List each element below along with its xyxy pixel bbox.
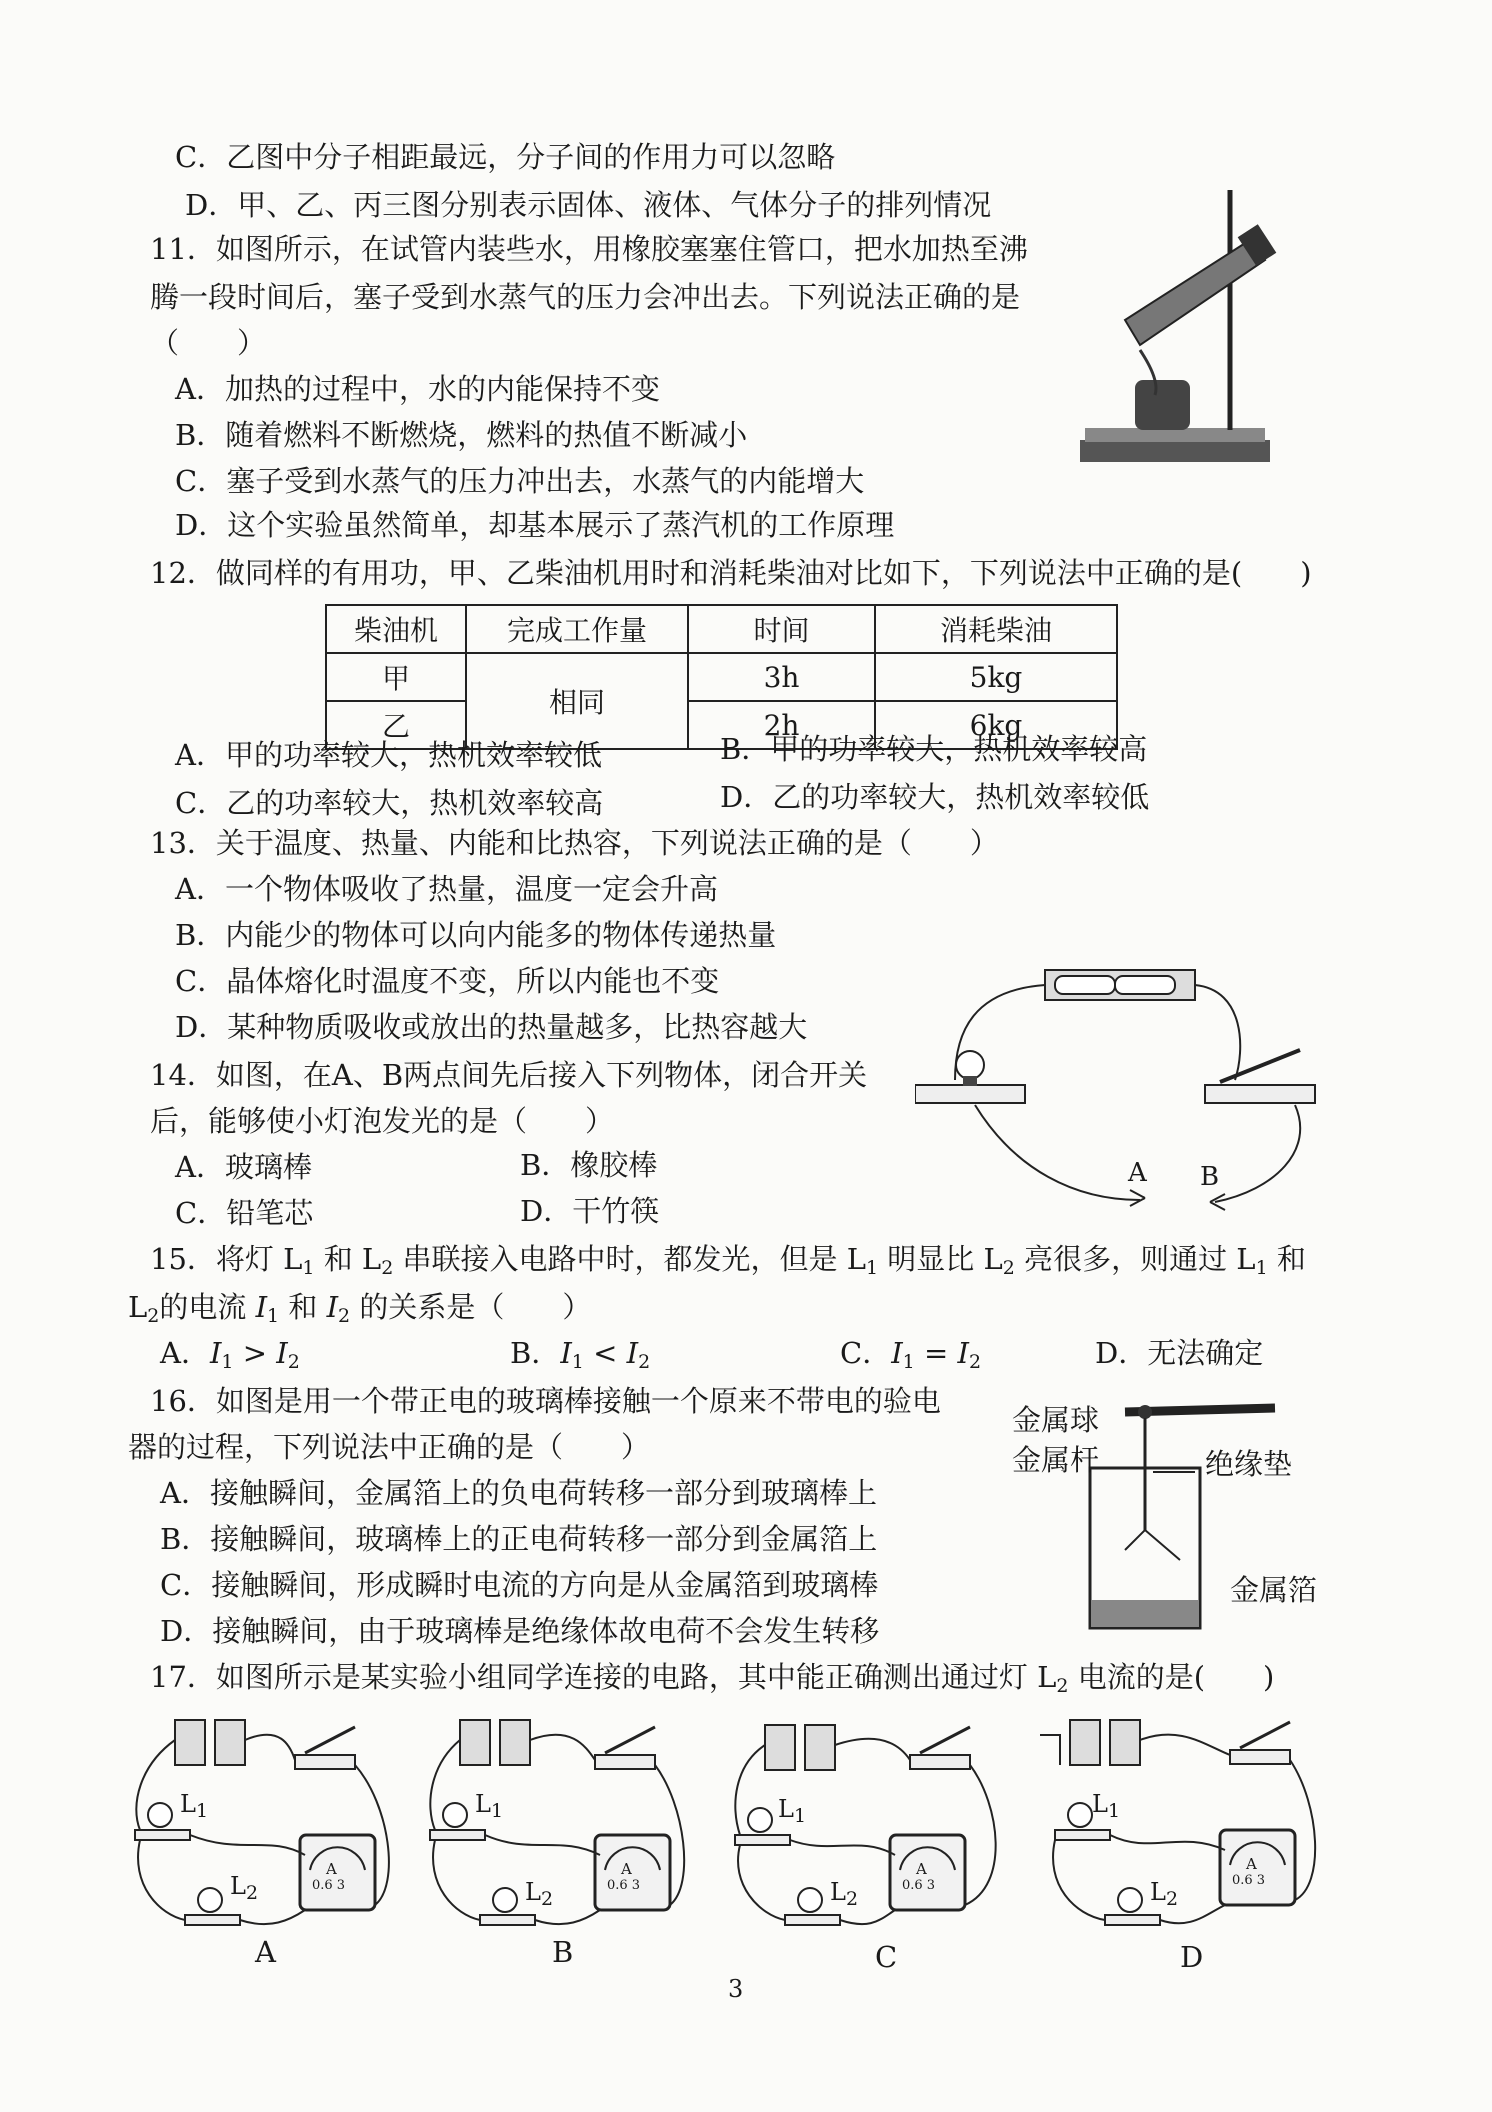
metal-rod-label: 金属杆 [1012,1443,1100,1477]
q15-option-d: D．无法确定 [1095,1336,1264,1370]
q14-option-a: A．玻璃棒 [175,1150,312,1184]
q14-option-d: D．干竹筷 [520,1194,660,1228]
q14-point-b-label: B [1200,1162,1220,1192]
q14-stem-line1: 14．如图，在A、B两点间先后接入下列物体，闭合开关 [150,1058,868,1092]
q14-option-b: B．橡胶棒 [520,1148,658,1182]
q17-circuit-option-d [1030,1705,1330,1935]
table-header: 完成工作量 [466,605,688,653]
ammeter-terminals: 0.6 3 [902,1878,936,1893]
q14-circuit-figure [915,950,1335,1220]
q12-stem: 12．做同样的有用功，甲、乙柴油机用时和消耗柴油对比如下，下列说法中正确的是( ) [150,556,1312,590]
q17-circuit-option-a [120,1705,410,1935]
q12-option-b: B．甲的功率较大，热机效率较高 [720,732,1148,766]
table-cell: 相同 [466,653,688,749]
figure-caption-d: D [1180,1940,1204,1974]
lamp-l2-label: $L_2$ [230,1872,259,1904]
table-cell: 2h [688,701,875,749]
ammeter-terminals: 0.6 3 [1232,1873,1266,1888]
q11-stem-line2: 腾一段时间后，塞子受到水蒸气的压力会冲出去。下列说法正确的是 [150,280,1021,314]
q11-option-a: A．加热的过程中，水的内能保持不变 [175,372,660,406]
q17-circuit-option-c [720,1705,1020,1935]
q14-stem-line2: 后，能够使小灯泡发光的是（ ） [150,1104,615,1138]
lamp-l2-label: $L_2$ [1150,1878,1179,1910]
table-cell: 乙 [326,701,466,749]
q16-stem-line1: 16．如图是用一个带正电的玻璃棒接触一个原来不带电的验电 [150,1384,941,1418]
ammeter-label: A [326,1860,337,1878]
q15-stem-line1: 15．将灯 $L_1$ 和 $L_2$ 串联接入电路中时，都发光，但是 $L_1$ 明显比 $L_2$ 亮很多，则通过 $L_1$ 和 [150,1242,1306,1279]
q16-option-b: B．接触瞬间，玻璃棒上的正电荷转移一部分到金属箔上 [160,1522,878,1556]
table-header: 柴油机 [326,605,466,653]
q15-option-c: C．$I_1 = I_2$ [840,1336,982,1373]
q10-option-c: C．乙图中分子相距最远，分子间的作用力可以忽略 [175,140,836,174]
table-cell: 6kg [875,701,1117,749]
q14-point-a-label: A [1128,1158,1147,1188]
table-cell: 3h [688,653,875,701]
q12-option-c: C．乙的功率较大，热机效率较高 [175,786,604,820]
insulating-pad-label: 绝缘垫 [1205,1447,1293,1481]
q14-option-c: C．铅笔芯 [175,1196,314,1230]
q16-stem-line2: 器的过程，下列说法中正确的是（ ） [128,1430,651,1464]
q12-option-a: A．甲的功率较大，热机效率较低 [175,738,602,772]
table-cell: 5kg [875,653,1117,701]
q13-option-d: D．某种物质吸收或放出的热量越多，比热容越大 [175,1010,808,1044]
q16-option-d: D．接触瞬间，由于玻璃棒是绝缘体故电荷不会发生转移 [160,1614,880,1648]
metal-ball-label: 金属球 [1012,1403,1100,1437]
ammeter-label: A [916,1860,927,1878]
q13-option-a: A．一个物体吸收了热量，温度一定会升高 [175,872,718,906]
ammeter-terminals: 0.6 3 [607,1878,641,1893]
q13-option-b: B．内能少的物体可以向内能多的物体传递热量 [175,918,777,952]
q15-option-a: A．$I_1 > I_2$ [160,1336,300,1373]
q11-option-d: D．这个实验虽然简单，却基本展示了蒸汽机的工作原理 [175,508,895,542]
q16-option-c: C．接触瞬间，形成瞬时电流的方向是从金属箔到玻璃棒 [160,1568,879,1602]
ammeter-label: A [621,1860,632,1878]
lamp-l2-label: $L_2$ [525,1878,554,1910]
lamp-l1-label: $L_1$ [1092,1790,1121,1822]
q16-option-a: A．接触瞬间，金属箔上的负电荷转移一部分到玻璃棒上 [160,1476,877,1510]
test-tube-apparatus-figure [1080,180,1280,480]
q15-option-b: B．$I_1 < I_2$ [510,1336,651,1373]
q13-stem: 13．关于温度、热量、内能和比热容，下列说法正确的是（ ） [150,826,999,860]
lamp-l2-label: $L_2$ [830,1878,859,1910]
lamp-l1-label: $L_1$ [180,1790,209,1822]
q13-option-c: C．晶体熔化时温度不变，所以内能也不变 [175,964,720,998]
q17-stem: 17．如图所示是某实验小组同学连接的电路，其中能正确测出通过灯 $L_2$ 电流的是( ) [150,1660,1275,1697]
table-header: 消耗柴油 [875,605,1117,653]
q10-option-d: D．甲、乙、丙三图分别表示固体、液体、气体分子的排列情况 [185,188,992,222]
q11-option-c: C．塞子受到水蒸气的压力冲出去，水蒸气的内能增大 [175,464,865,498]
engine-comparison-table [325,604,1118,750]
page-number: 3 [728,1975,744,2003]
table-header: 时间 [688,605,875,653]
figure-caption-a: A [255,1935,276,1969]
lamp-l1-label: $L_1$ [475,1790,504,1822]
q11-answer-paren: （ ） [150,326,267,360]
ammeter-terminals: 0.6 3 [312,1878,346,1893]
table-cell: 甲 [326,653,466,701]
lamp-l1-label: $L_1$ [778,1795,807,1827]
q11-option-b: B．随着燃料不断燃烧，燃料的热值不断减小 [175,418,748,452]
q11-stem-line1: 11．如图所示，在试管内装些水，用橡胶塞塞住管口，把水加热至沸 [150,232,1028,266]
metal-foil-label: 金属箔 [1230,1573,1318,1607]
q12-option-d: D．乙的功率较大，热机效率较低 [720,780,1150,814]
q15-stem-line2: $L_2$的电流 $I_1$ 和 $I_2$ 的关系是（ ） [128,1290,592,1327]
figure-caption-c: C [875,1940,898,1974]
ammeter-label: A [1246,1855,1257,1873]
figure-caption-b: B [552,1935,574,1969]
q17-circuit-option-b [420,1705,710,1935]
